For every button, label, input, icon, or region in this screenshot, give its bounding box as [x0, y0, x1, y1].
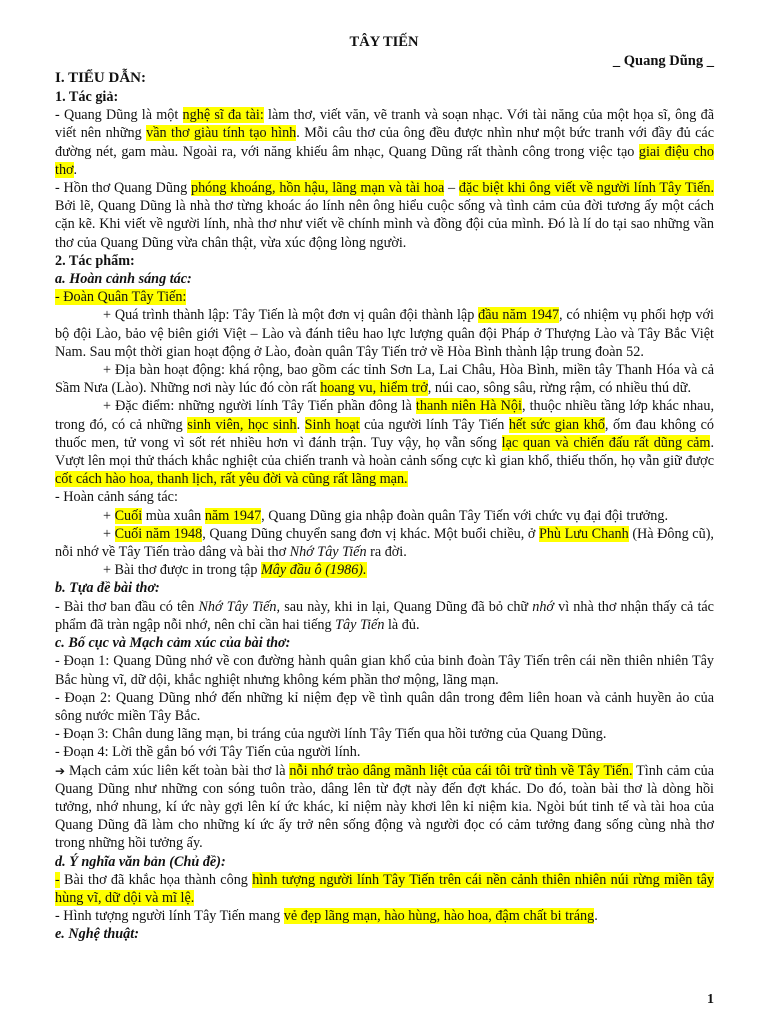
paragraph-doan-1: - Đoạn 1: Quang Dũng nhớ về con đường hành quân gian khổ của binh đoàn Tây Tiến trên cái nền thiên nhiên Tây Bắc hùng vĩ, dữ dội, khắc nghiệt nhưng không kém phần thơ mộng, lãng mạn.: [55, 653, 714, 688]
paragraph-hoan-canh-1: + Cuối mùa xuân năm 1947, Quang Dũng gia nhập đoàn quân Tây Tiến với chức vụ đại đội trưởng.: [103, 507, 668, 524]
paragraph-tac-gia-2: - Hồn thơ Quang Dũng phóng khoáng, hồn hậu, lãng mạn và tài hoa – đặc biệt khi ông viết về người lính Tây Tiến. Bởi lẽ, Quang Dũng là nhà thơ từng khoác áo lính nên ông hiểu cuộc sống và tình cảm của đời tương ấy một cách cặn kẽ. Khi viết về người lính, nhà thơ như viết về chính mình và đồng đội của mình. Đó là lí do tại sao những vần thơ của Quang Dũng vừa chân thật, vừa xúc động lòng người.: [55, 180, 714, 251]
paragraph-tua-de: - Bài thơ ban đầu có tên Nhớ Tây Tiến, sau này, khi in lại, Quang Dũng đã bỏ chữ nhớ vì nhà thơ nhận thấy cả tác phẩm đã tràn ngập nỗi nhớ, nên chỉ cần hai tiếng Tây Tiến là đủ.: [55, 598, 714, 633]
paragraph-y-nghia-2: - Hình tượng người lính Tây Tiến mang vẻ đẹp lãng mạn, hào hùng, hào hoa, đậm chất bi tráng.: [55, 908, 598, 925]
paragraph-doan-4: - Đoạn 4: Lời thề gắn bó với Tây Tiến của người lính.: [55, 744, 361, 761]
paragraph-mach-cam-xuc: ➔ Mạch cảm xúc liên kết toàn bài thơ là nỗi nhớ trào dâng mãnh liệt của cái tôi trữ tình về Tây Tiến. Tình cảm của Quang Dũng như những con sóng tuôn trào, dâng lên từ đợt này đến đợt khác. Do đó, toàn bài thơ là dòng hồi tưởng, nhớ nhung, kí ức này gợi lên kí ức khác, kỉ niệm này khơi lên kỉ niệm kia. Ngòi bút tinh tế và tài hoa của Quang Dũng đã làm cho những kí ức ấy trở nên sống động và người đọc có cảm tưởng đang sống cùng nhà thơ trong những hồi tưởng ấy.: [55, 762, 714, 852]
author-name: _ Quang Dũng _: [612, 53, 714, 69]
paragraph-doan-quan: - Đoàn Quân Tây Tiến:: [55, 289, 187, 306]
section-heading-bo-cuc: c. Bố cục và Mạch cảm xúc của bài thơ:: [55, 635, 291, 652]
paragraph-qua-trinh: + Quá trình thành lập: Tây Tiến là một đơn vị quân đội thành lập đầu năm 1947, có nhiệm vụ phối hợp với bộ đội Lào, bảo vệ biên giới Việt – Lào và đánh tiêu hao lực lượng quân đội Pháp ở Thượng Lào và Tây Bắc Việt Nam. Sau một thời gian hoạt động ở Lào, đoàn quân Tây Tiến trở về Hòa Bình thành lập trung đoàn 52.: [55, 307, 714, 360]
paragraph-tac-gia-1: - Quang Dũng là một nghệ sĩ đa tài: làm thơ, viết văn, vẽ tranh và soạn nhạc. Với tài năng của một họa sĩ, ông đã viết nên những vần thơ giàu tính tạo hình. Mỗi câu thơ của ông đều được nhìn như một bức tranh với đầy đủ các đường nét, gam màu. Ngoài ra, với năng khiếu âm nhạc, Quang Dũng rất thành công trong việc tạo giai điệu cho thơ.: [55, 107, 714, 178]
section-heading-tac-gia: 1. Tác giả:: [55, 89, 119, 105]
paragraph-dia-ban: + Địa bàn hoạt động: khá rộng, bao gồm các tỉnh Sơn La, Lai Châu, Hòa Bình, miền tây Thanh Hóa và cả Sầm Nưa (Lào). Những nơi này lúc đó còn rất hoang vu, hiểm trở, núi cao, sông sâu, rừng rậm, có nhiều thú dữ.: [55, 362, 714, 397]
paragraph-y-nghia-1: - Bài thơ đã khắc họa thành công hình tượng người lính Tây Tiến trên cái nền cảnh thiên nhiên núi rừng miền tây hùng vĩ, dữ dội và mĩ lệ.: [55, 871, 714, 906]
paragraph-hoan-canh-3: + Bài thơ được in trong tập Mây đầu ô (1986).: [103, 562, 367, 579]
paragraph-hoan-canh: - Hoàn cảnh sáng tác:: [55, 489, 178, 506]
section-heading-tua-de: b. Tựa đề bài thơ:: [55, 580, 160, 597]
section-heading-y-nghia: d. Ý nghĩa văn bản (Chủ đề):: [55, 853, 226, 870]
document-body: [55, 69, 714, 944]
paragraph-hoan-canh-2: + Cuối năm 1948, Quang Dũng chuyển sang đơn vị khác. Một buổi chiều, ở Phù Lưu Chanh (Hà Đông cũ), nỗi nhớ về Tây Tiến trào dâng và bài thơ Nhớ Tây Tiến ra đời.: [55, 525, 714, 561]
paragraph-dac-diem: + Đặc điểm: những người lính Tây Tiến phần đông là thanh niên Hà Nội, thuộc nhiều tầng lớp khác nhau, trong đó, có cả những sinh viên, học sinh. Sinh hoạt của người lính Tây Tiến hết sức gian khổ, ốm đau không có thuốc men, tử vong vì sốt rét nhiều hơn vì đánh trận. Tuy vậy, họ vẫn sống lạc quan và chiến đấu rất dũng cảm. Vượt lên mọi thử thách khắc nghiệt của chiến tranh và hoàn cảnh sống cực kì gian khổ, thiếu thốn, họ vẫn giữ được cốt cách hào hoa, thanh lịch, rất yêu đời và cũng rất lãng mạn.: [55, 398, 715, 488]
document-title: TÂY TIẾN: [349, 34, 419, 50]
arrow-icon: ➔: [55, 763, 66, 778]
paragraph-doan-2: - Đoạn 2: Quang Dũng nhớ đến những kỉ niệm đẹp về tình quân dân trong đêm liên hoan và cảnh huyền ảo của sông nước miền Tây Bắc.: [55, 689, 714, 724]
section-heading-tac-pham: 2. Tác phẩm:: [55, 252, 135, 269]
section-heading-intro: I. TIỂU DẪN:: [55, 70, 146, 86]
section-heading-hoan-canh: a. Hoàn cảnh sáng tác:: [55, 271, 192, 288]
section-heading-nghe-thuat: e. Nghệ thuật:: [55, 926, 139, 943]
paragraph-doan-3: - Đoạn 3: Chân dung lãng mạn, bi tráng của người lính Tây Tiến qua hồi tưởng của Quang Dũng.: [55, 726, 607, 743]
page-number: 1: [707, 992, 714, 1007]
